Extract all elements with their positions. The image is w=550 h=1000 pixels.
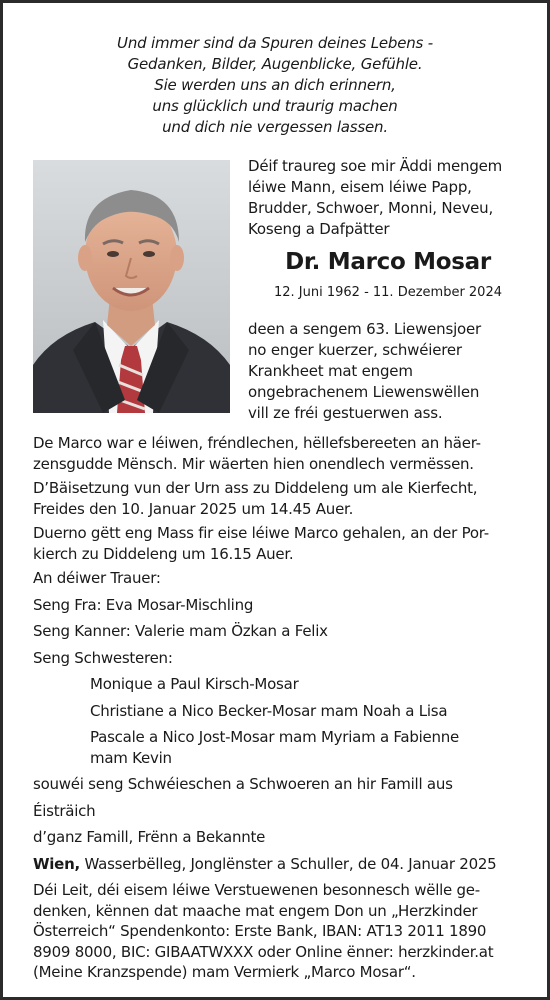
mass-line: Duerno gëtt eng Mass fir eise léiwe Marco gehalen, an der Por- — [33, 524, 489, 542]
poem-line: uns glücklich und traurig machen — [152, 97, 398, 115]
sister-entry: Pascale a Nico Jost-Mosar mam Myriam a Fabienne — [90, 728, 460, 746]
after-line: ongebrachenem Liewenswëllen — [248, 383, 480, 401]
intro-text — [248, 156, 502, 240]
portrait-illustration — [33, 160, 230, 413]
poem-line: Und immer sind da Spuren deines Lebens - — [117, 34, 433, 52]
place-date-line — [33, 854, 527, 875]
poem-line: Gedanken, Bilder, Augenblicke, Gefühle. — [127, 55, 423, 73]
donation-line: 8909 8000, BIC: GIBAATWXXX oder Online ënner: herzkinder.at — [33, 942, 494, 961]
poem-line: und dich nie vergessen lassen. — [162, 118, 388, 136]
tribute-line: zensgudde Mënsch. Mir wäerten hien onendlech vermëssen. — [33, 454, 474, 473]
poem — [3, 33, 547, 138]
sister-entry-continued: mam Kevin — [90, 748, 172, 767]
funeral-line: D’Bäisetzung vun der Urn ass zu Diddeleng um ale Kierfecht, — [33, 479, 478, 497]
after-text — [248, 319, 481, 424]
sister-entry: Christiane a Nico Becker-Mosar mam Noah a Lisa — [90, 701, 448, 720]
deceased-name: Dr. Marco Mosar — [285, 249, 491, 275]
sister-entry: Monique a Paul Kirsch-Mosar — [90, 675, 299, 693]
also-line: Éisträich — [33, 801, 96, 820]
wife-line: Seng Fra: Eva Mosar-Mischling — [33, 595, 254, 614]
children-line: Seng Kanner: Valerie mam Özkan a Felix — [33, 622, 328, 640]
donation-line: Österreich“ Spendenkonto: Erste Bank, IBAN: AT13 2011 1890 — [33, 922, 487, 940]
funeral-line: Freides den 10. Januar 2025 um 14.45 Auer. — [33, 499, 354, 518]
intro-line: léiwe Mann, eisem léiwe Papp, — [248, 178, 472, 196]
after-line: vill ze fréi gestuerwen ass. — [248, 404, 443, 422]
portrait-photo — [33, 160, 230, 413]
after-line: deen a sengem 63. Liewensjoer — [248, 320, 482, 338]
intro-line: Koseng a Dafpätter — [248, 220, 390, 238]
family-line: d’ganz Famill, Frënn a Bekannte — [33, 828, 266, 846]
after-line: Krankheet mat engem — [248, 362, 413, 380]
place-rest: Wasserbëlleg, Jonglënster a Schuller, de 04. Januar 2025 — [80, 854, 497, 873]
tribute-line: De Marco war e léiwen, fréndlechen, hëllefsbereeten an häer- — [33, 434, 481, 452]
intro-line: Brudder, Schwoer, Monni, Neveu, — [248, 199, 494, 217]
donation-line: Déi Leit, déi eisem léiwe Verstuewenen besonnesch wëlle ge- — [33, 881, 480, 899]
sisters-title: Seng Schwesteren: — [33, 648, 173, 667]
place-city: Wien, — [33, 854, 80, 873]
after-line: no enger kuerzer, schwéierer — [248, 341, 462, 359]
poem-line: Sie werden uns an dich erinnern, — [154, 76, 396, 94]
life-dates: 12. Juni 1962 - 11. Dezember 2024 — [273, 285, 502, 300]
donation-line: denken, kënnen dat maache mat engem Don un „Herzkinder — [33, 901, 478, 920]
donation-line: (Meine Kranzspende) mam Vermierk „Marco Mosar“. — [33, 963, 416, 981]
mourners-title: An déiwer Trauer: — [33, 569, 161, 587]
mass-line: kierch zu Diddeleng um 16.15 Auer. — [33, 544, 294, 563]
intro-line: Déif traureg soe mir Äddi mengem — [248, 157, 503, 175]
also-line: souwéi seng Schwéieschen a Schwoeren an hir Famill aus — [33, 775, 453, 793]
notice-body — [33, 433, 527, 983]
